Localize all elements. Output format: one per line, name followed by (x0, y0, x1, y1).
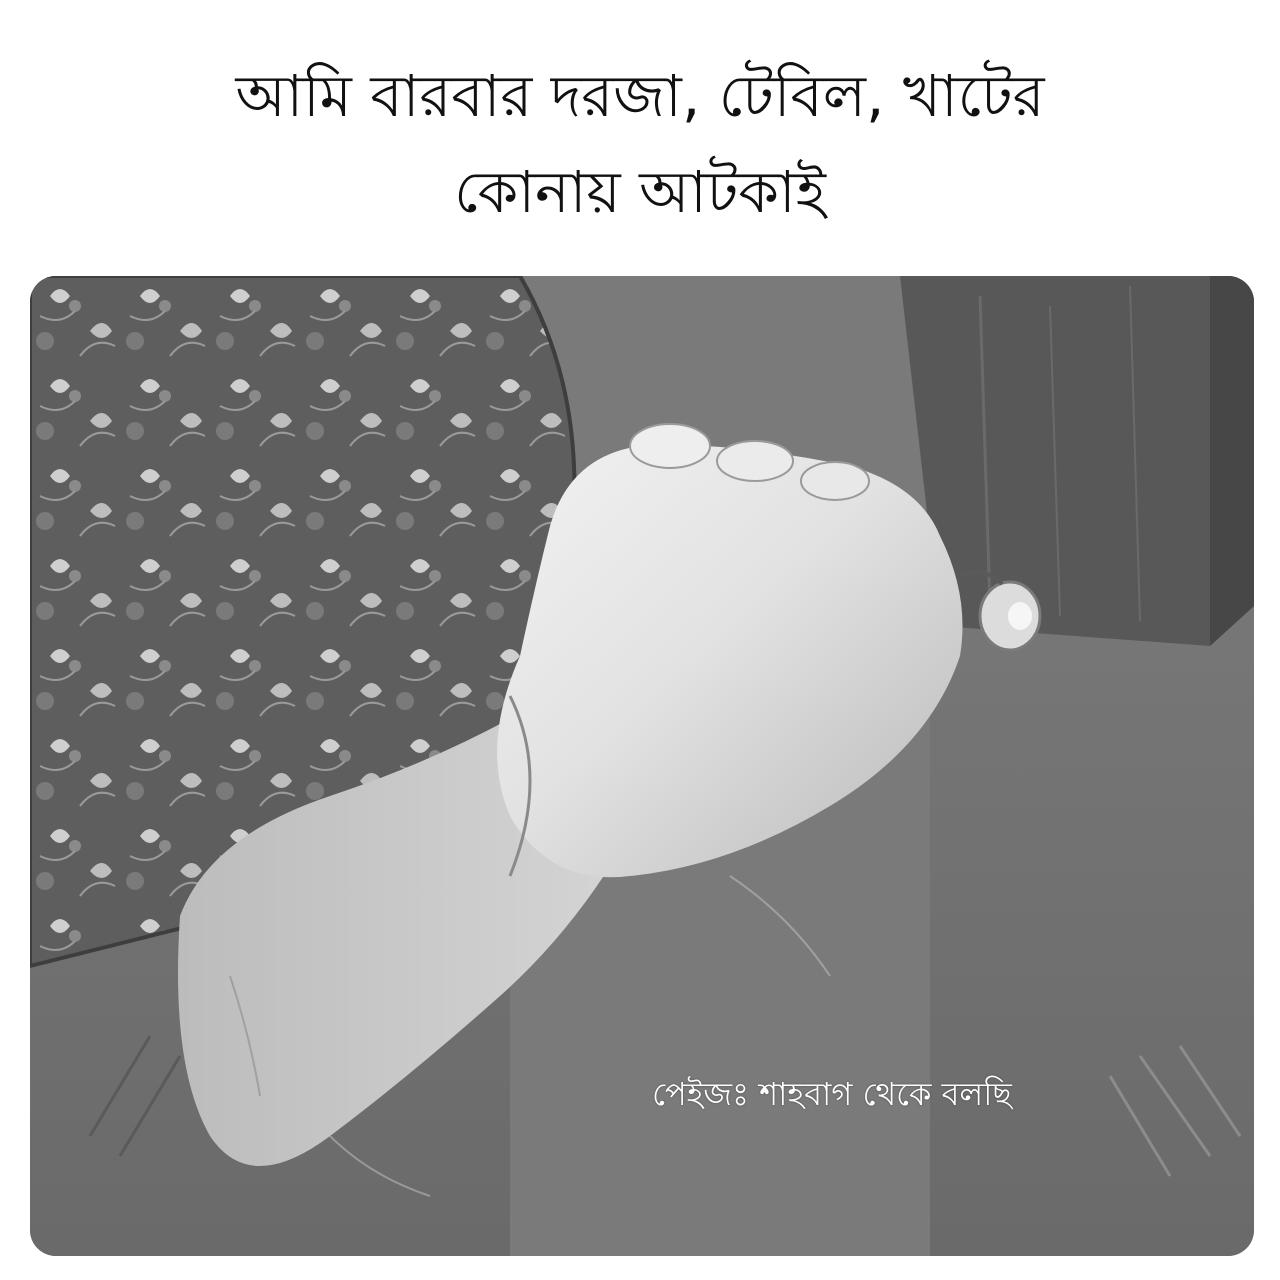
meme-caption (0, 48, 1280, 240)
meme-illustration-panel (30, 276, 1254, 1256)
page-watermark: পেইজঃ শাহবাগ থেকে বলছি (652, 1075, 1012, 1113)
foot-stubbed-toe-illustration (30, 276, 1254, 1256)
caption-line-2: কোনায় আটকাই (454, 158, 826, 226)
caption-line-1: আমি বারবার দরজা, টেবিল, খাটের (235, 62, 1045, 130)
